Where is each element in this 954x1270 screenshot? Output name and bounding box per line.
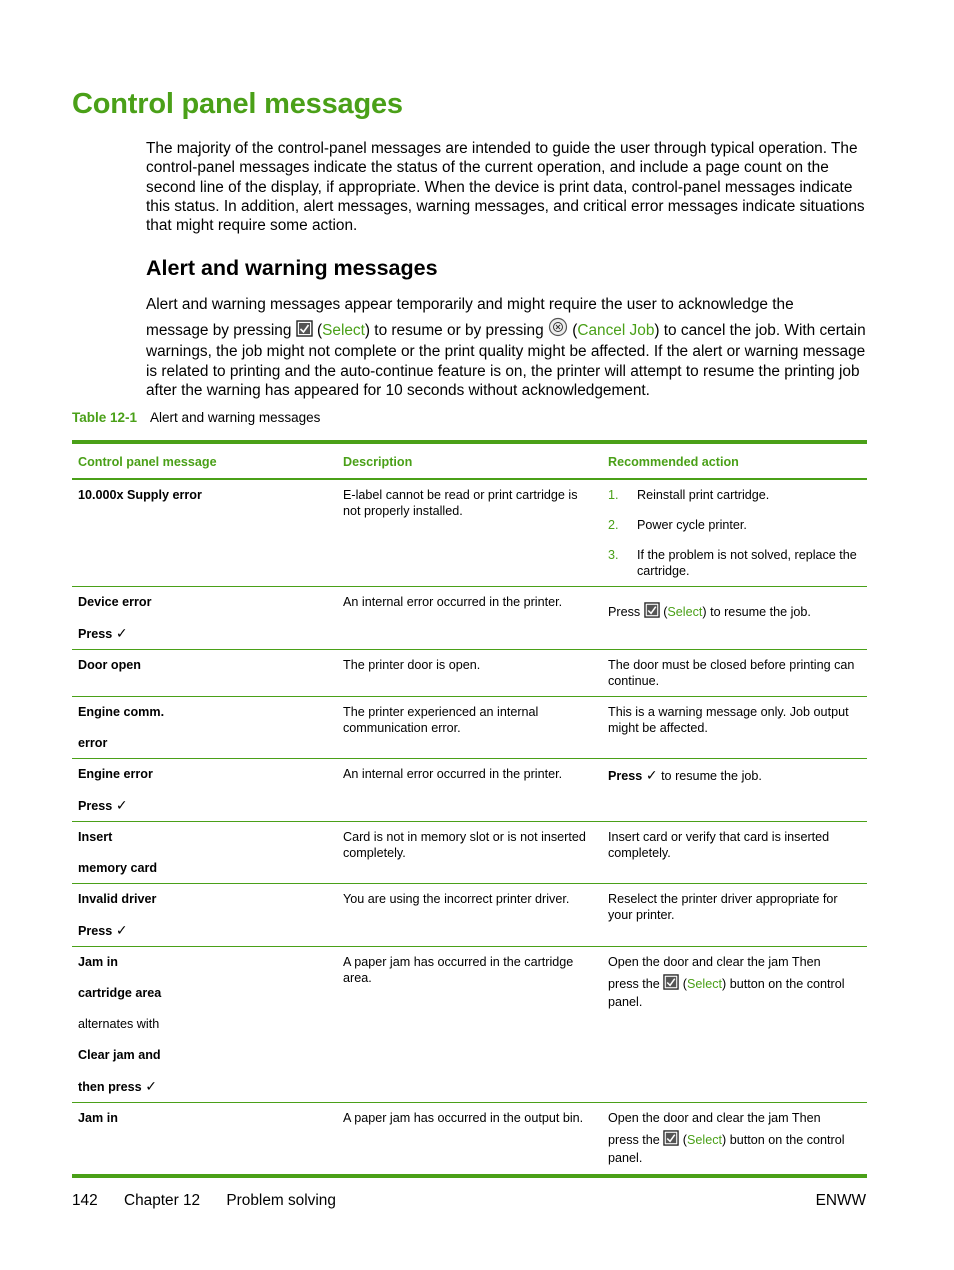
- alert-text-rest: ) to cancel the job. With certain warnings, the job might not complete or the print quality might be affected. If the alert or warning message is related to printing and the auto-continue feature is on, the printer will attempt to resume the printing job after the warning has appeared for 10 seconds without acknowledgement.: [146, 321, 866, 399]
- message-line: error: [78, 736, 108, 750]
- message-line: Insert: [78, 830, 113, 844]
- alert-paragraph: Alert and warning messages appear temporarily and might require the user to acknowledge the message by pressing (Select) to resume or by pressing (Cancel Job) to cancel the job. With certain warnings, the job might not complete or the print quality might be affected. If the alert or warning message is related to printing and the auto-continue feature is on, the printer will attempt to resume the printing job after the warning has appeared for 10 seconds without acknowledgement.: [146, 296, 866, 399]
- header-description: Description: [337, 442, 602, 479]
- message-line-text: then press: [78, 1080, 142, 1094]
- message-line: 10.000x Supply error: [78, 488, 202, 502]
- description-cell: A paper jam has occurred in the output bin.: [337, 1103, 602, 1177]
- table-row: [72, 1103, 867, 1177]
- action-cell: Reselect the printer driver appropriate for your printer.: [602, 884, 867, 947]
- action-text: ) to resume the job.: [702, 605, 811, 619]
- chapter-label: Chapter 12: [123, 1192, 201, 1209]
- step-number: 3.: [608, 548, 619, 562]
- message-cell: [72, 759, 337, 822]
- action-text: ) button on the control panel.: [608, 977, 845, 1009]
- action-cell: This is a warning message only. Job output might be affected.: [602, 697, 867, 759]
- checkmark-icon: ✓: [115, 625, 128, 641]
- description-cell: The printer experienced an internal communication error.: [337, 697, 602, 759]
- message-line: [78, 625, 331, 642]
- step-number: 2.: [608, 518, 619, 532]
- table-row: [72, 650, 867, 697]
- message-line: [78, 797, 331, 814]
- table-row: [72, 822, 867, 884]
- header-recommended-action: Recommended action: [602, 442, 867, 479]
- alert-text-resume: ) to resume or by pressing: [364, 321, 544, 339]
- message-line: Jam in: [78, 955, 118, 969]
- message-line: Door open: [78, 658, 141, 672]
- action-text: to resume the job.: [661, 769, 762, 783]
- page-footer: [72, 1192, 866, 1210]
- message-line: Clear jam and: [78, 1048, 161, 1062]
- cancel-button-icon: [548, 317, 568, 343]
- alert-text-line1: Alert and warning messages appear temporarily and might require the user to acknowledge the: [146, 296, 794, 313]
- checkmark-icon: ✓: [115, 922, 128, 938]
- action-cell: The door must be closed before printing can continue.: [602, 650, 867, 697]
- action-text: Press: [608, 605, 641, 619]
- message-line: Invalid driver: [78, 892, 157, 906]
- select-link[interactable]: Select: [667, 605, 703, 619]
- message-line: Device error: [78, 595, 152, 609]
- action-cell: Open the door and clear the jam Then press the (Select) button on the control panel.: [602, 1103, 867, 1177]
- message-line-text: Press: [78, 627, 113, 641]
- description-cell: E-label cannot be read or print cartridge is not properly installed.: [337, 479, 602, 587]
- table-row: [72, 759, 867, 822]
- action-cell: Insert card or verify that card is inserted completely.: [602, 822, 867, 884]
- select-button-icon: [663, 1130, 679, 1150]
- step-text: If the problem is not solved, replace the cartridge.: [637, 548, 857, 578]
- table-caption: [72, 410, 320, 425]
- description-cell: An internal error occurred in the printer.: [337, 759, 602, 822]
- section-heading: Alert and warning messages: [146, 256, 438, 280]
- messages-table: [72, 440, 867, 1178]
- select-link[interactable]: Select: [687, 1133, 723, 1147]
- table-title: Alert and warning messages: [150, 410, 321, 425]
- alert-text-msg: message by pressing: [146, 321, 292, 339]
- message-line: [78, 1078, 331, 1095]
- description-cell: Card is not in memory slot or is not inserted completely.: [337, 822, 602, 884]
- action-bold-text: Press: [608, 769, 643, 783]
- message-cell: [72, 1103, 337, 1177]
- table-row: [72, 947, 867, 1103]
- intro-paragraph: The majority of the control-panel messages are intended to guide the user through typical operation. The control-panel messages indicate the status of the current operation, and include a page count on the second line of the display, if appropriate. When the device is print data, control-panel messages indicate this status. In addition, alert messages, warning messages, and critical error messages indicate situations that might require some action.: [146, 140, 865, 235]
- select-link[interactable]: Select: [687, 977, 723, 991]
- message-cell: [72, 947, 337, 1103]
- message-line: memory card: [78, 861, 158, 875]
- message-line: Engine comm.: [78, 705, 165, 719]
- table-row: [72, 479, 867, 587]
- header-control-panel-message: Control panel message: [72, 442, 337, 479]
- description-cell: The printer door is open.: [337, 650, 602, 697]
- table-row: [72, 697, 867, 759]
- table-header-row: [72, 442, 867, 479]
- message-line: cartridge area: [78, 986, 162, 1000]
- footer-right: ENWW: [815, 1192, 866, 1209]
- page-number: 142: [72, 1192, 98, 1209]
- page-title: Control panel messages: [72, 88, 403, 120]
- step-text: Power cycle printer.: [637, 518, 747, 532]
- message-line: [78, 922, 331, 939]
- message-cell: [72, 884, 337, 947]
- step-item: [608, 517, 861, 533]
- checkmark-icon: ✓: [115, 797, 128, 813]
- message-line: Engine error: [78, 767, 153, 781]
- cancel-job-link[interactable]: Cancel Job: [577, 321, 655, 339]
- message-line: alternates with: [78, 1017, 160, 1031]
- step-text: Reinstall print cartridge.: [637, 488, 770, 502]
- description-cell: You are using the incorrect printer driver.: [337, 884, 602, 947]
- action-cell: [602, 759, 867, 822]
- action-cell: Press (Select) to resume the job.: [602, 587, 867, 650]
- message-cell: [72, 822, 337, 884]
- action-text: Open the door and clear the jam Then: [608, 1111, 821, 1125]
- description-cell: An internal error occurred in the printer.: [337, 587, 602, 650]
- action-cell: Open the door and clear the jam Then press the (Select) button on the control panel.: [602, 947, 867, 1103]
- description-cell: A paper jam has occurred in the cartridge area.: [337, 947, 602, 1103]
- step-item: [608, 547, 861, 579]
- select-button-icon: [644, 602, 660, 622]
- select-button-icon: [663, 974, 679, 994]
- step-number: 1.: [608, 488, 619, 502]
- action-text: press the: [608, 1133, 660, 1147]
- select-button-icon: [296, 320, 313, 343]
- action-cell: [602, 479, 867, 587]
- step-item: [608, 487, 861, 503]
- action-text: ) button on the control panel.: [608, 1133, 845, 1165]
- checkmark-icon: ✓: [145, 1078, 157, 1094]
- chapter-title: Problem solving: [226, 1192, 336, 1209]
- message-line-text: Press: [78, 924, 113, 938]
- checkmark-icon: ✓: [645, 767, 658, 783]
- message-line: Jam in: [78, 1111, 118, 1125]
- message-line-text: Press: [78, 799, 113, 813]
- select-link[interactable]: Select: [322, 321, 365, 339]
- table-number: Table 12-1: [72, 410, 138, 425]
- action-steps: [608, 487, 861, 579]
- message-cell: [72, 697, 337, 759]
- table-row: [72, 884, 867, 947]
- message-cell: [72, 587, 337, 650]
- table-row: [72, 587, 867, 650]
- message-cell: [72, 650, 337, 697]
- action-text: Open the door and clear the jam Then: [608, 955, 821, 969]
- action-text: press the: [608, 977, 660, 991]
- message-cell: [72, 479, 337, 587]
